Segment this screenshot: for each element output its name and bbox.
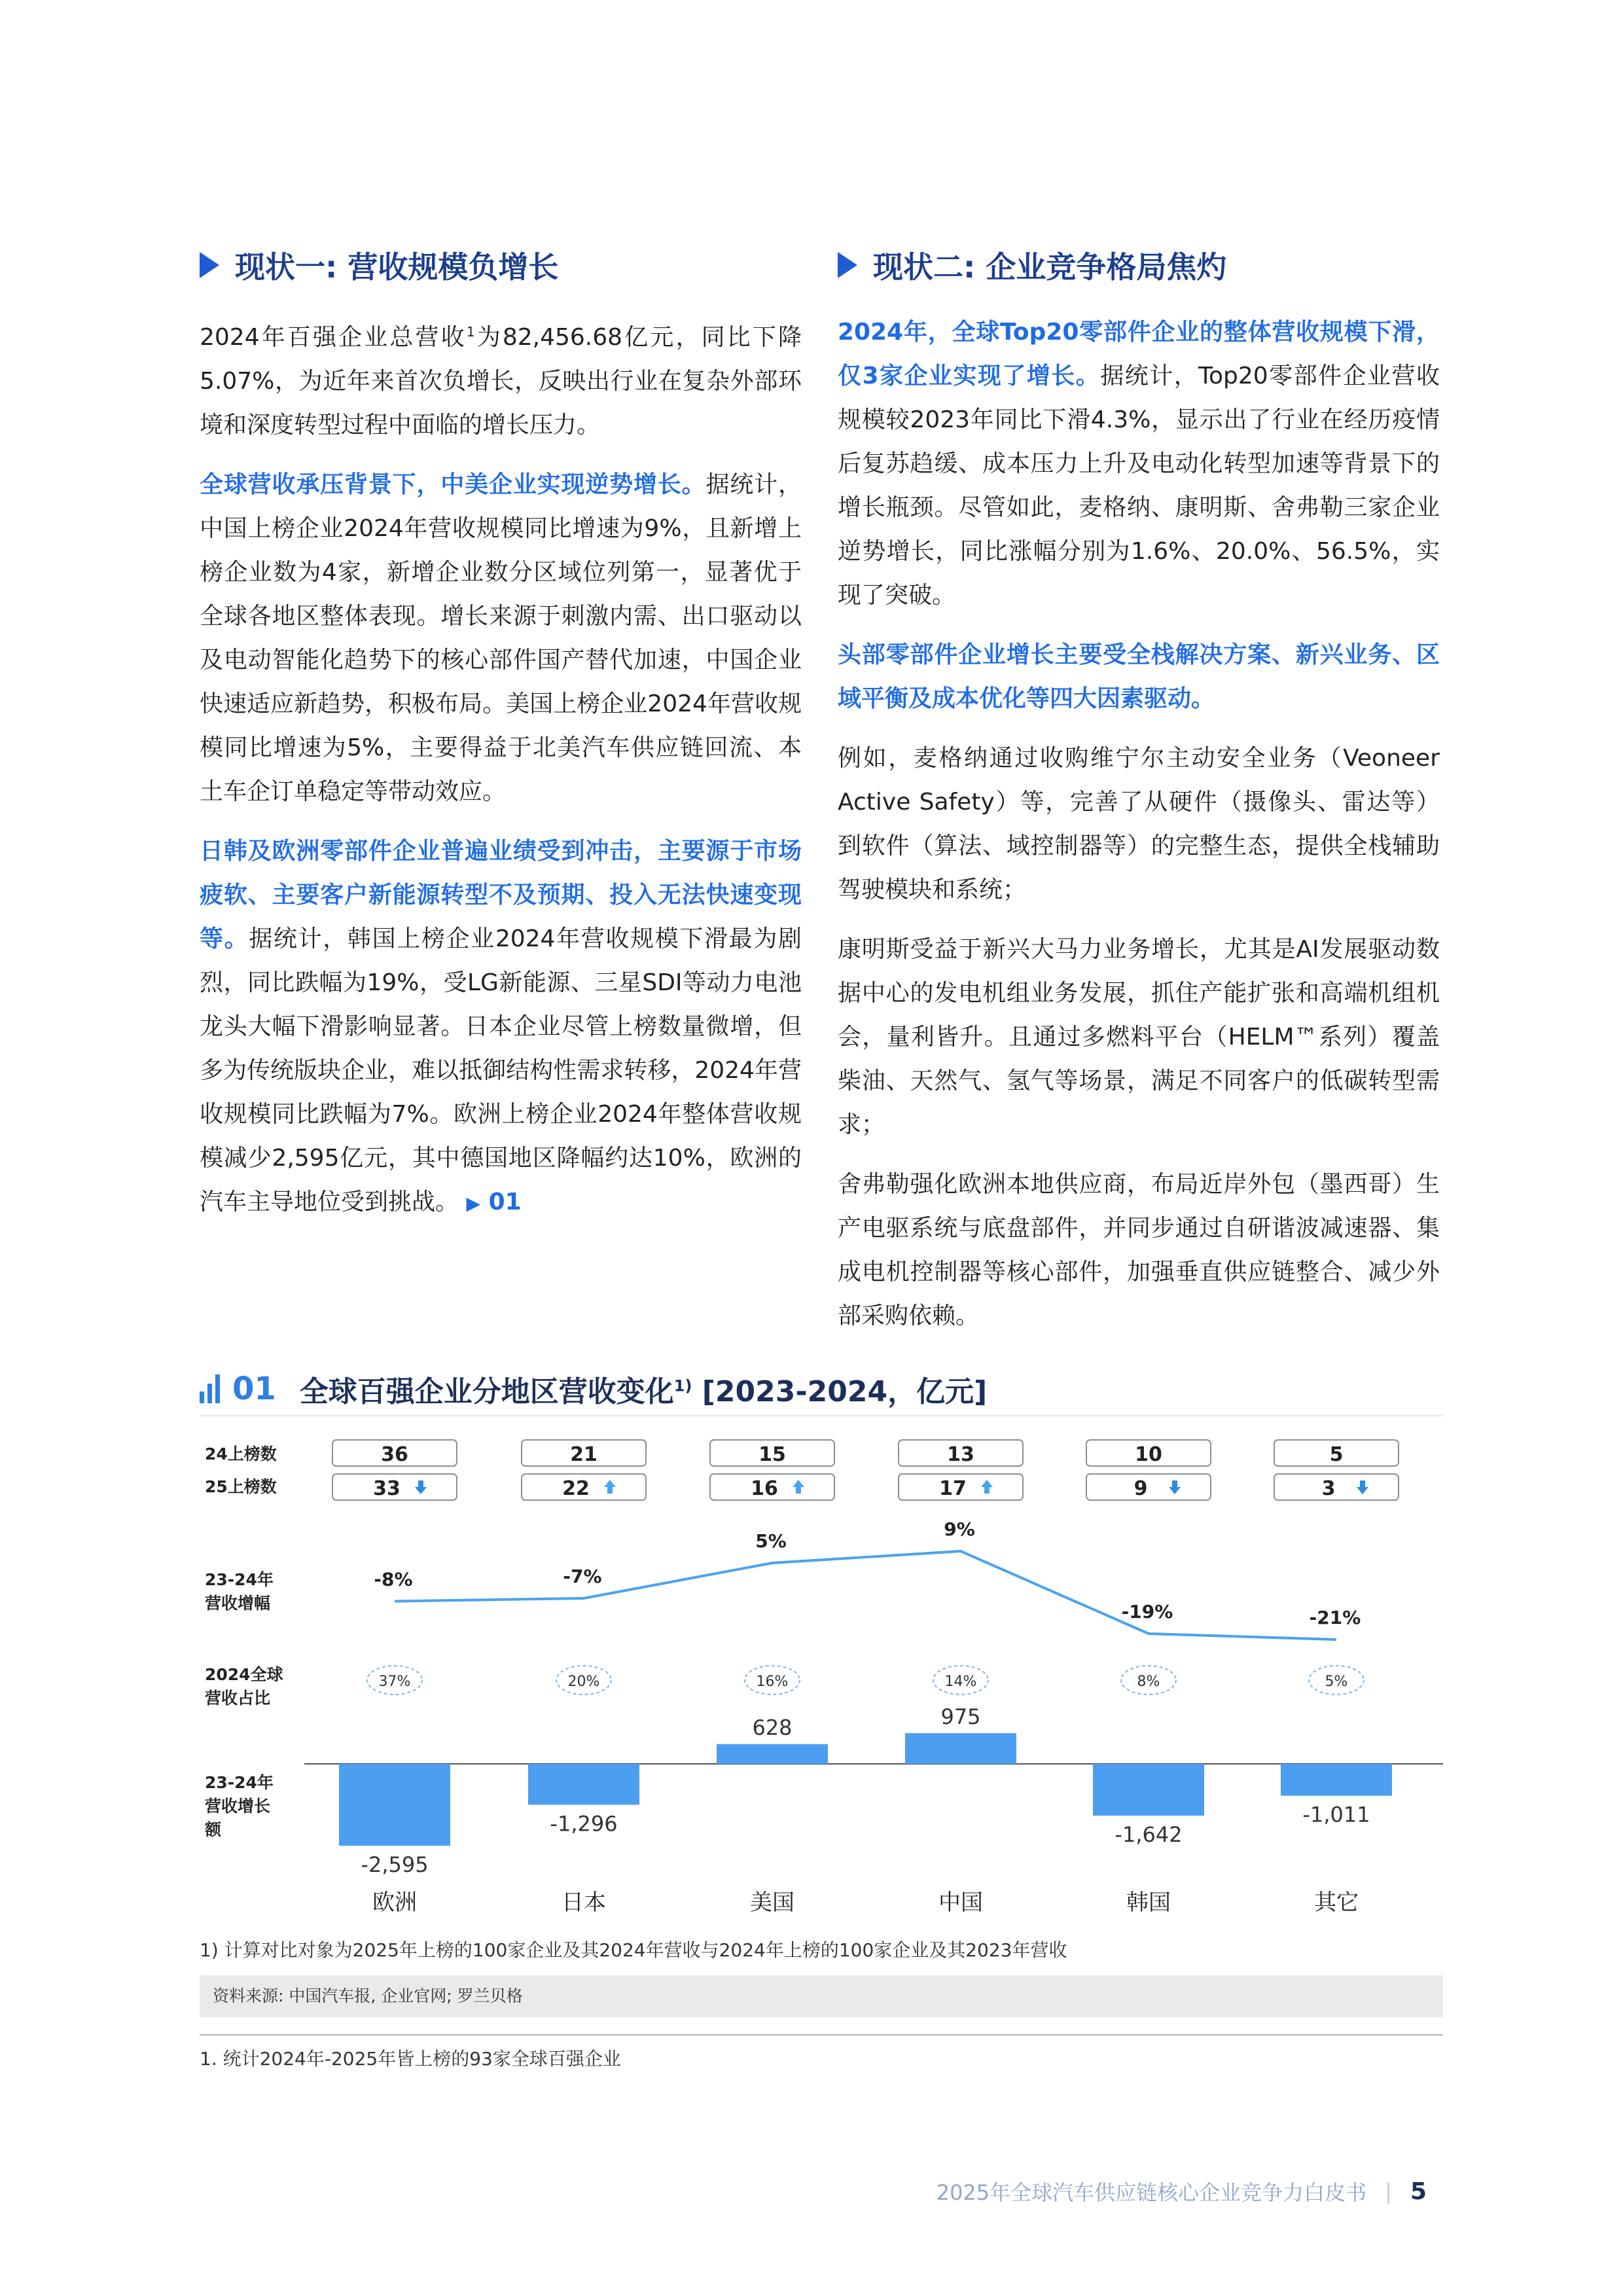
growth-rate-label: -7% bbox=[563, 1566, 602, 1587]
region-revenue-chart bbox=[200, 1420, 1443, 1931]
row-label-count-24: 24上榜数 bbox=[205, 1444, 277, 1463]
row-label-count-25: 25上榜数 bbox=[205, 1477, 277, 1496]
footer-separator: | bbox=[1385, 2179, 1392, 2204]
bar bbox=[528, 1764, 639, 1804]
category-label: 韩国 bbox=[1126, 1890, 1171, 1916]
paragraph bbox=[838, 310, 1440, 617]
bar-value-label: -1,011 bbox=[1302, 1802, 1370, 1827]
row-label-share: 营收占比 bbox=[205, 1689, 271, 1708]
row-label-change: 额 bbox=[205, 1820, 222, 1839]
figure-title bbox=[300, 1368, 987, 1410]
count-25-value: 17 bbox=[939, 1477, 967, 1500]
count-25-value: 16 bbox=[751, 1477, 778, 1500]
figure-title-text: 全球百强企业分地区营收变化 bbox=[299, 1375, 674, 1408]
count-24-value: 13 bbox=[947, 1443, 974, 1466]
highlight-paragraph: 头部零部件企业增长主要受全栈解决方案、新兴业务、区域平衡及成本优化等四大因素驱动。 bbox=[838, 641, 1440, 712]
figure-title-unit: [2023-2024，亿元] bbox=[702, 1375, 988, 1408]
chart-footnote: 1) 计算对比对象为2025年上榜的100家企业及其2024年营收与2024年上榜的100家企业及其2023年营收 bbox=[200, 1939, 1067, 1961]
figure-reference-number: 01 bbox=[488, 1189, 522, 1215]
paragraph-text: 据统计，中国上榜企业2024年营收规模同比增速为9%，且新增上榜企业数为4家，新增企业数分区域位列第一，显著优于全球各地区整体表现。增长来源于刺激内需、出口驱动以及电动智能化趋势下的核心部件国产替代加速，中国企业快速适应新趋势，积极布局。美国上榜企业2024年营收规模同比增速为5%，主要得益于北美汽车供应链回流、本土车企订单稳定等带动效应。 bbox=[200, 471, 802, 805]
share-label: 37% bbox=[378, 1674, 411, 1690]
growth-rate-label: 5% bbox=[755, 1530, 787, 1552]
paragraph bbox=[200, 463, 802, 814]
source-box bbox=[200, 1975, 1443, 2017]
page-footnote: 1. 统计2024年-2025年皆上榜的93家全球百强企业 bbox=[200, 2048, 621, 2070]
bar bbox=[717, 1744, 828, 1764]
triangle-bullet-icon bbox=[200, 252, 219, 278]
count-24-value: 36 bbox=[381, 1443, 408, 1466]
paragraph bbox=[200, 829, 802, 1225]
section-heading bbox=[838, 236, 1440, 295]
right-column bbox=[838, 236, 1440, 1338]
page-number: 5 bbox=[1410, 2178, 1427, 2205]
growth-rate-label: -19% bbox=[1121, 1601, 1173, 1623]
count-24-value: 5 bbox=[1329, 1443, 1344, 1466]
count-25-value: 9 bbox=[1133, 1477, 1148, 1500]
count-24-value: 10 bbox=[1135, 1443, 1162, 1466]
bar bbox=[1093, 1764, 1204, 1816]
row-label-change: 23-24年 bbox=[205, 1773, 274, 1792]
section-heading bbox=[200, 236, 802, 295]
figure-header bbox=[200, 1363, 1443, 1416]
divider bbox=[200, 2034, 1443, 2036]
paragraph-text: 为82,456.68亿元，同比下降5.07%，为近年来首次负增长，反映出行业在复杂外部环境和深度转型过程中面临的增长压力。 bbox=[200, 324, 802, 439]
paragraph-text: 据统计，Top20零部件企业营收规模较2023年同比下滑4.3%，显示出了行业在经历疫情后复苏趋缓、成本压力上升及电动化转型加速等背景下的增长瓶颈。尽管如此，麦格纳、康明斯、舍弗勒三家企业逆势增长，同比涨幅分别为1.6%、20.0%、56.5%，实现了突破。 bbox=[838, 363, 1440, 609]
paragraph-text: 据统计，韩国上榜企业2024年营收规模下滑最为剧烈，同比跌幅为19%，受LG新能源、三星SDI等动力电池龙头大幅下滑影响显著。日本企业尽管上榜数量微增，但多为传统版块企业，难以抵御结构性需求转移，2024年营收规模同比跌幅为7%。欧洲上榜企业2024年整体营收规模减少2,595亿元，其中德国地区降幅约达10%，欧洲的汽车主导地位受到挑战。 bbox=[200, 925, 802, 1215]
footnote-marker: 1 bbox=[466, 324, 475, 340]
figure-title-footnote: 1) bbox=[673, 1376, 692, 1395]
count-25-box bbox=[1086, 1474, 1211, 1500]
figure-reference-link[interactable] bbox=[466, 1189, 521, 1215]
page-footer bbox=[936, 2176, 1427, 2206]
count-25-value: 3 bbox=[1321, 1477, 1336, 1500]
highlight-text: 全球营收承压背景下，中美企业实现逆势增长。 bbox=[200, 471, 706, 498]
play-arrow-icon: ▶ bbox=[466, 1193, 481, 1214]
paragraph: 舍弗勒强化欧洲本地供应商，布局近岸外包（墨西哥）生产电驱系统与底盘部件，并同步通过自研谐波减速器、集成电机控制器等核心部件，加强垂直供应链整合、减少外部采购依赖。 bbox=[838, 1171, 1440, 1329]
source-text: 资料来源: 中国汽车报, 企业官网; 罗兰贝格 bbox=[213, 1986, 523, 2005]
bar bbox=[339, 1764, 450, 1846]
category-label: 中国 bbox=[938, 1890, 983, 1916]
category-label: 其它 bbox=[1314, 1890, 1359, 1916]
row-label-growth-rate: 23-24年 bbox=[205, 1570, 274, 1589]
category-label: 美国 bbox=[750, 1890, 794, 1916]
chart-svg bbox=[200, 1420, 1443, 1931]
category-label: 欧洲 bbox=[372, 1890, 417, 1916]
paragraph: 康明斯受益于新兴大马力业务增长，尤其是AI发展驱动数据中心的发电机组业务发展，抓住产能扩张和高端机组机会，量利皆升。且通过多燃料平台（HELM™系列）覆盖柴油、天然气、氢气等场景，满足不同客户的低碳转型需求； bbox=[838, 936, 1440, 1138]
highlight-text: 2024年，全球Top20零部件企业的整体营收规模下滑，仅3家企业实现了增长。 bbox=[838, 319, 1440, 389]
left-column bbox=[200, 236, 802, 1225]
bar-chart-icon bbox=[200, 1374, 223, 1403]
bar bbox=[905, 1733, 1016, 1764]
section-title: 现状二: 企业竞争格局焦灼 bbox=[873, 249, 1227, 285]
triangle-bullet-icon bbox=[838, 252, 857, 278]
category-label: 日本 bbox=[562, 1890, 606, 1916]
growth-rate-label: -8% bbox=[374, 1568, 413, 1590]
paragraph: 例如，麦格纳通过收购维宁尔主动安全业务（Veoneer Active Safety）等，完善了从硬件（摄像头、雷达等）到软件（算法、域控制器等）的完整生态，提供全栈辅助驾驶模块和系统； bbox=[838, 745, 1440, 903]
paragraph-text: 2024年百强企业总营收 bbox=[200, 324, 467, 351]
count-24-value: 21 bbox=[570, 1443, 597, 1466]
figure-number: 01 bbox=[232, 1371, 276, 1407]
row-label-share: 2024全球 bbox=[205, 1665, 283, 1684]
bar-value-label: 628 bbox=[752, 1715, 793, 1740]
row-label-change: 营收增长 bbox=[205, 1797, 271, 1816]
bar-value-label: -1,296 bbox=[550, 1811, 618, 1837]
growth-rate-label: -21% bbox=[1309, 1607, 1361, 1628]
share-label: 16% bbox=[756, 1674, 789, 1690]
paragraph bbox=[200, 310, 802, 447]
footer-title: 2025年全球汽车供应链核心企业竞争力白皮书 bbox=[936, 2180, 1367, 2205]
section-title: 现状一: 营收规模负增长 bbox=[235, 249, 559, 285]
share-label: 8% bbox=[1137, 1674, 1160, 1690]
share-label: 5% bbox=[1325, 1674, 1348, 1690]
share-label: 20% bbox=[567, 1674, 600, 1690]
row-label-growth-rate: 营收增幅 bbox=[205, 1594, 271, 1613]
highlight-text: 日韩及欧洲零部件企业普遍业绩受到冲击，主要源于市场疲软、主要客户新能源转型不及预期、投入无法快速变现等。 bbox=[200, 838, 802, 952]
growth-rate-line bbox=[395, 1551, 1336, 1640]
count-24-value: 15 bbox=[758, 1443, 786, 1466]
count-25-value: 22 bbox=[562, 1477, 590, 1500]
bar bbox=[1281, 1764, 1392, 1796]
share-label: 14% bbox=[944, 1674, 977, 1690]
count-25-value: 33 bbox=[373, 1477, 401, 1500]
count-25-box bbox=[1274, 1474, 1399, 1500]
bar-value-label: 975 bbox=[940, 1704, 981, 1730]
bar-value-label: -1,642 bbox=[1115, 1822, 1183, 1848]
growth-rate-label: 9% bbox=[944, 1518, 975, 1540]
bar-value-label: -2,595 bbox=[361, 1852, 429, 1877]
